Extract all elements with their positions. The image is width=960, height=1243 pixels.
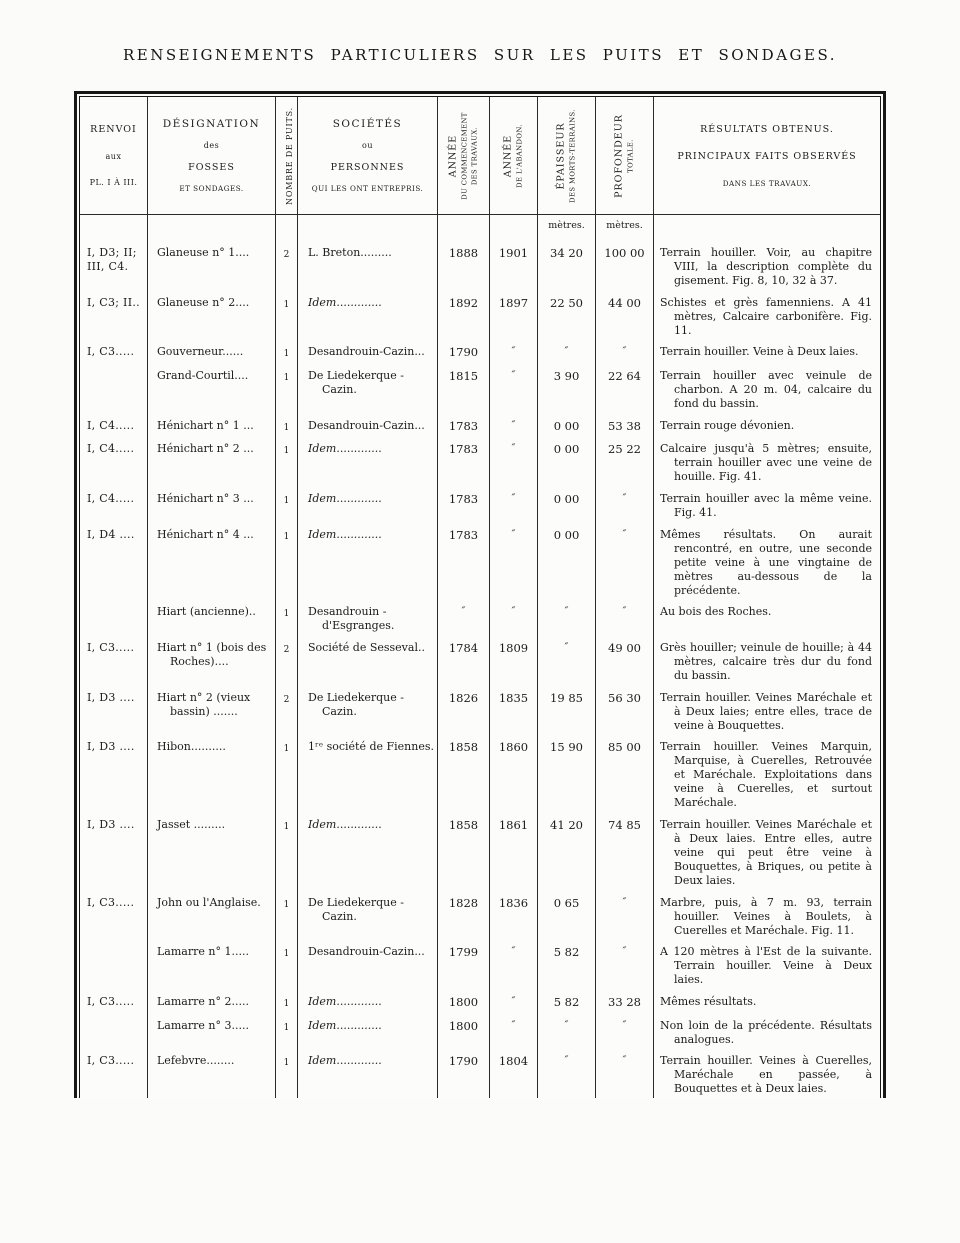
- cell-annee_commencement: 1800: [438, 1013, 490, 1049]
- cell-renvoi: I, C4.....: [80, 436, 148, 486]
- cell-profondeur: 25 22: [596, 436, 654, 486]
- cell-renvoi: [80, 1013, 148, 1049]
- cell-designation: Hiart (ancienne)..: [148, 599, 276, 635]
- cell-renvoi: I, C3.....: [80, 890, 148, 940]
- header-resultats-line3: DANS LES TRAVAUX.: [722, 178, 812, 188]
- cell-profondeur: 74 85: [596, 812, 654, 890]
- cell-societe: 1ʳᵉ société de Fiennes.: [298, 734, 438, 812]
- cell-resultat: Mêmes résultats. On aurait rencontré, en outre, une seconde petite veine à une vingtaine de mètres au-dessous de la précédente.: [660, 527, 872, 597]
- cell-societe: Idem.............: [298, 1048, 438, 1098]
- cell-annee_abandon: 1901: [490, 240, 538, 290]
- cell-designation: Hibon..........: [148, 734, 276, 812]
- cell-resultat: Terrain houiller. Veines Marquin, Marquise, à Cuerelles, Retrouvée et Maréchale. Exploitations dans veine à Cuerelles, et surtout Maréchale.: [660, 740, 872, 810]
- units-nombre: [276, 215, 298, 240]
- cell-annee_abandon: ″: [490, 486, 538, 522]
- cell-epaisseur: 0 00: [538, 413, 596, 437]
- cell-annee_commencement: 1790: [438, 339, 490, 363]
- cell-annee_abandon: ″: [490, 1013, 538, 1049]
- cell-nombre: 1: [276, 734, 298, 812]
- cell-annee_commencement: 1828: [438, 890, 490, 940]
- cell-annee_abandon: ″: [490, 599, 538, 635]
- header-annee-abandon-line1: ANNÉE: [502, 134, 514, 177]
- table-body: [80, 240, 880, 1098]
- header-societes-line1: SOCIÉTÉS: [332, 118, 403, 131]
- cell-nombre: 1: [276, 486, 298, 522]
- cell-societe: Idem.............: [298, 812, 438, 890]
- cell-epaisseur: 3 90: [538, 363, 596, 413]
- cell-nombre: 1: [276, 413, 298, 437]
- cell-resultat: Au bois des Roches.: [660, 605, 772, 619]
- units-annee-abandon: [490, 215, 538, 240]
- header-designation-line2: des: [203, 141, 220, 151]
- cell-epaisseur: 0 00: [538, 522, 596, 600]
- cell-profondeur: ″: [596, 339, 654, 363]
- cell-designation: Lamarre n° 3.....: [148, 1013, 276, 1049]
- cell-nombre: 1: [276, 339, 298, 363]
- cell-annee_abandon: 1804: [490, 1048, 538, 1098]
- header-epaisseur: [538, 97, 596, 215]
- cell-designation: Glaneuse n° 1....: [148, 240, 276, 290]
- cell-renvoi: [80, 939, 148, 989]
- cell-nombre: 1: [276, 290, 298, 340]
- cell-annee_commencement: 1858: [438, 812, 490, 890]
- cell-nombre: 1: [276, 890, 298, 940]
- cell-societe: Desandrouin-Cazin...: [298, 939, 438, 989]
- cell-designation: Hénichart n° 1 ...: [148, 413, 276, 437]
- cell-annee_abandon: 1835: [490, 685, 538, 735]
- header-epaisseur-line2: DES MORTS-TERRAINS.: [568, 108, 577, 203]
- cell-profondeur: ″: [596, 522, 654, 600]
- cell-nombre: 2: [276, 240, 298, 290]
- cell-renvoi: I, C3.....: [80, 1048, 148, 1098]
- cell-epaisseur: 34 20: [538, 240, 596, 290]
- cell-epaisseur: 0 00: [538, 486, 596, 522]
- cell-renvoi: [80, 363, 148, 413]
- cell-renvoi: I, D4 ....: [80, 522, 148, 600]
- cell-societe: De Liedekerque - Cazin.: [298, 685, 438, 735]
- header-annee-commencement-line1: ANNÉE: [447, 134, 459, 177]
- cell-resultat: Terrain houiller avec la même veine. Fig. 41.: [660, 491, 872, 519]
- cell-resultat: Terrain houiller avec veinule de charbon. A 20 m. 04, calcaire du fond du bassin.: [660, 368, 872, 410]
- units-annee-commencement: [438, 215, 490, 240]
- cell-annee_abandon: ″: [490, 413, 538, 437]
- cell-designation: Lefebvre........: [148, 1048, 276, 1098]
- cell-annee_abandon: ″: [490, 522, 538, 600]
- page-title: RENSEIGNEMENTS PARTICULIERS SUR LES PUITS ET SONDAGES.: [123, 46, 837, 64]
- cell-annee_commencement: 1858: [438, 734, 490, 812]
- cell-resultat: A 120 mètres à l'Est de la suivante. Terrain houiller. Veine à Deux laies.: [660, 945, 872, 987]
- cell-profondeur: 22 64: [596, 363, 654, 413]
- cell-profondeur: 53 38: [596, 413, 654, 437]
- cell-epaisseur: ″: [538, 339, 596, 363]
- cell-resultat: Grès houiller; veinule de houille; à 44 mètres, calcaire très dur du fond du bassin.: [660, 640, 872, 682]
- cell-profondeur: 49 00: [596, 635, 654, 685]
- cell-profondeur: ″: [596, 890, 654, 940]
- table-header-row: [80, 97, 880, 215]
- header-annee-commencement: [438, 97, 490, 215]
- cell-epaisseur: 15 90: [538, 734, 596, 812]
- cell-societe: Idem.............: [298, 522, 438, 600]
- cell-annee_commencement: 1783: [438, 436, 490, 486]
- header-annee-commencement-line2: DU COMMENCEMENT: [460, 111, 469, 200]
- header-societes-line4: QUI LES ONT ENTREPRIS.: [311, 183, 424, 193]
- cell-profondeur: 33 28: [596, 989, 654, 1013]
- cell-annee_abandon: ″: [490, 939, 538, 989]
- cell-designation: Gouverneur......: [148, 339, 276, 363]
- cell-annee_abandon: 1836: [490, 890, 538, 940]
- cell-designation: Lamarre n° 2.....: [148, 989, 276, 1013]
- header-societes: [298, 97, 438, 215]
- cell-renvoi: I, C3.....: [80, 339, 148, 363]
- cell-epaisseur: ″: [538, 1013, 596, 1049]
- cell-annee_abandon: 1897: [490, 290, 538, 340]
- cell-annee_commencement: 1815: [438, 363, 490, 413]
- cell-designation: Hénichart n° 4 ...: [148, 522, 276, 600]
- header-designation: [148, 97, 276, 215]
- cell-annee_abandon: ″: [490, 339, 538, 363]
- cell-profondeur: ″: [596, 599, 654, 635]
- cell-annee_commencement: 1826: [438, 685, 490, 735]
- cell-designation: Hénichart n° 2 ...: [148, 436, 276, 486]
- cell-epaisseur: 0 00: [538, 436, 596, 486]
- cell-annee_commencement: 1790: [438, 1048, 490, 1098]
- units-profondeur: mètres.: [596, 215, 654, 240]
- header-designation-line1: DÉSIGNATION: [162, 118, 261, 131]
- cell-profondeur: 44 00: [596, 290, 654, 340]
- cell-societe: Desandrouin-Cazin...: [298, 339, 438, 363]
- cell-nombre: 1: [276, 989, 298, 1013]
- cell-profondeur: ″: [596, 486, 654, 522]
- cell-annee_commencement: 1783: [438, 486, 490, 522]
- header-designation-line3: FOSSES: [188, 161, 235, 173]
- cell-epaisseur: ″: [538, 635, 596, 685]
- cell-designation: Glaneuse n° 2....: [148, 290, 276, 340]
- header-nombre-label: NOMBRE DE PUITS.: [284, 106, 294, 205]
- cell-resultat: Mêmes résultats.: [660, 994, 757, 1008]
- cell-annee_commencement: ″: [438, 599, 490, 635]
- cell-nombre: 2: [276, 635, 298, 685]
- header-renvoi: [80, 97, 148, 215]
- table-inner-frame: [79, 96, 881, 1098]
- cell-renvoi: I, C3; II..: [80, 290, 148, 340]
- cell-annee_abandon: 1860: [490, 734, 538, 812]
- cell-designation: Lamarre n° 1.....: [148, 939, 276, 989]
- cell-resultat: Terrain houiller. Veines à Cuerelles, Maréchale en passée, à Bouquettes et à Deux laies.: [660, 1054, 872, 1096]
- units-societes: [298, 215, 438, 240]
- cell-annee_commencement: 1783: [438, 413, 490, 437]
- cell-annee_abandon: ″: [490, 436, 538, 486]
- cell-annee_commencement: 1800: [438, 989, 490, 1013]
- cell-annee_abandon: 1809: [490, 635, 538, 685]
- cell-nombre: 1: [276, 939, 298, 989]
- cell-renvoi: I, C4.....: [80, 486, 148, 522]
- cell-resultat: Terrain houiller. Voir, au chapitre VIII, la description complète du gisement. Fig. 8, 10, 32 à 37.: [660, 246, 872, 287]
- cell-epaisseur: 0 65: [538, 890, 596, 940]
- cell-resultat: Non loin de la précédente. Résultats analogues.: [660, 1018, 872, 1046]
- cell-nombre: 1: [276, 522, 298, 600]
- cell-resultat: Terrain houiller. Veines Maréchale et à Deux laies. Entre elles, autre veine qui peut être veine à Bouquettes, à Briques, ou petite à Deux laies.: [660, 817, 872, 887]
- header-annee-abandon-line2: DE L'ABANDON.: [515, 123, 524, 188]
- cell-annee_abandon: ″: [490, 363, 538, 413]
- cell-epaisseur: 19 85: [538, 685, 596, 735]
- cell-renvoi: I, D3 ....: [80, 734, 148, 812]
- cell-renvoi: I, D3 ....: [80, 685, 148, 735]
- cell-epaisseur: 5 82: [538, 939, 596, 989]
- cell-resultat: Terrain houiller. Veines Maréchale et à Deux laies; entre elles, trace de veine à Bouquettes.: [660, 690, 872, 732]
- cell-societe: Société de Sesseval..: [298, 635, 438, 685]
- cell-annee_abandon: 1861: [490, 812, 538, 890]
- table-units-row: [80, 215, 880, 240]
- cell-epaisseur: 5 82: [538, 989, 596, 1013]
- units-resultats: [654, 215, 880, 240]
- header-societes-line3: PERSONNES: [330, 161, 405, 173]
- cell-resultat: Schistes et grès famenniens. A 41 mètres, Calcaire carbonifère. Fig. 11.: [660, 295, 872, 337]
- units-epaisseur: mètres.: [538, 215, 596, 240]
- header-designation-line4: ET SONDAGES.: [179, 183, 244, 193]
- cell-profondeur: 85 00: [596, 734, 654, 812]
- cell-designation: Hiart n° 2 (vieux bassin) .......: [148, 685, 276, 735]
- cell-renvoi: I, D3; II; III, C4.: [80, 240, 148, 290]
- cell-profondeur: ″: [596, 1013, 654, 1049]
- cell-epaisseur: ″: [538, 1048, 596, 1098]
- header-annee-commencement-line3: DES TRAVAUX.: [469, 126, 478, 185]
- cell-annee_commencement: 1783: [438, 522, 490, 600]
- cell-profondeur: ″: [596, 939, 654, 989]
- header-resultats: [654, 97, 880, 215]
- header-societes-line2: ou: [362, 141, 373, 151]
- cell-societe: De Liedekerque - Cazin.: [298, 363, 438, 413]
- cell-societe: Idem.............: [298, 436, 438, 486]
- cell-renvoi: I, C4.....: [80, 413, 148, 437]
- cell-renvoi: I, D3 ....: [80, 812, 148, 890]
- header-renvoi-line2: aux: [105, 152, 122, 161]
- cell-epaisseur: 22 50: [538, 290, 596, 340]
- cell-designation: Jasset .........: [148, 812, 276, 890]
- cell-renvoi: I, C3.....: [80, 635, 148, 685]
- cell-societe: Idem.............: [298, 1013, 438, 1049]
- header-annee-abandon: [490, 97, 538, 215]
- cell-nombre: 1: [276, 363, 298, 413]
- cell-renvoi: I, C3.....: [80, 989, 148, 1013]
- header-nombre-de-puits: [276, 97, 298, 215]
- cell-profondeur: ″: [596, 1048, 654, 1098]
- cell-annee_abandon: ″: [490, 989, 538, 1013]
- cell-designation: Grand-Courtil....: [148, 363, 276, 413]
- cell-nombre: 1: [276, 812, 298, 890]
- cell-resultat: Terrain rouge dévonien.: [660, 418, 795, 432]
- cell-societe: Desandrouin-Cazin...: [298, 413, 438, 437]
- header-profondeur: [596, 97, 654, 215]
- cell-resultat: Marbre, puis, à 7 m. 93, terrain houiller. Veines à Boulets, à Cuerelles et Maréchale. Fig. 11.: [660, 895, 872, 937]
- cell-societe: Idem.............: [298, 290, 438, 340]
- cell-societe: De Liedekerque - Cazin.: [298, 890, 438, 940]
- header-profondeur-line2: TOTALE.: [626, 138, 635, 173]
- header-renvoi-line1: RENVOI: [90, 124, 137, 135]
- header-renvoi-line3: PL. I À III.: [89, 178, 138, 187]
- cell-profondeur: 56 30: [596, 685, 654, 735]
- cell-societe: Idem.............: [298, 989, 438, 1013]
- cell-societe: Desandrouin - d'Esgranges.: [298, 599, 438, 635]
- cell-designation: Hiart n° 1 (bois des Roches)....: [148, 635, 276, 685]
- cell-nombre: 2: [276, 685, 298, 735]
- cell-nombre: 1: [276, 599, 298, 635]
- cell-epaisseur: ″: [538, 599, 596, 635]
- units-renvoi: [80, 215, 148, 240]
- units-designation: [148, 215, 276, 240]
- cell-resultat: Terrain houiller. Veine à Deux laies.: [660, 345, 859, 359]
- cell-designation: John ou l'Anglaise.: [148, 890, 276, 940]
- header-resultats-line2: PRINCIPAUX FAITS OBSERVÉS: [677, 151, 857, 162]
- header-epaisseur-line1: ÉPAISSEUR: [555, 122, 567, 190]
- cell-nombre: 1: [276, 436, 298, 486]
- cell-designation: Hénichart n° 3 ...: [148, 486, 276, 522]
- cell-resultat: Calcaire jusqu'à 5 mètres; ensuite, terrain houiller avec une veine de houille. Fig. 41.: [660, 442, 872, 484]
- cell-annee_commencement: 1799: [438, 939, 490, 989]
- cell-nombre: 1: [276, 1013, 298, 1049]
- cell-annee_commencement: 1892: [438, 290, 490, 340]
- cell-annee_commencement: 1888: [438, 240, 490, 290]
- cell-annee_commencement: 1784: [438, 635, 490, 685]
- cell-profondeur: 100 00: [596, 240, 654, 290]
- cell-societe: Idem.............: [298, 486, 438, 522]
- cell-renvoi: [80, 599, 148, 635]
- cell-epaisseur: 41 20: [538, 812, 596, 890]
- header-profondeur-line1: PROFONDEUR: [613, 113, 625, 198]
- cell-societe: L. Breton.........: [298, 240, 438, 290]
- header-resultats-line1: RÉSULTATS OBTENUS.: [700, 123, 834, 135]
- table-frame: [74, 91, 886, 1098]
- cell-nombre: 1: [276, 1048, 298, 1098]
